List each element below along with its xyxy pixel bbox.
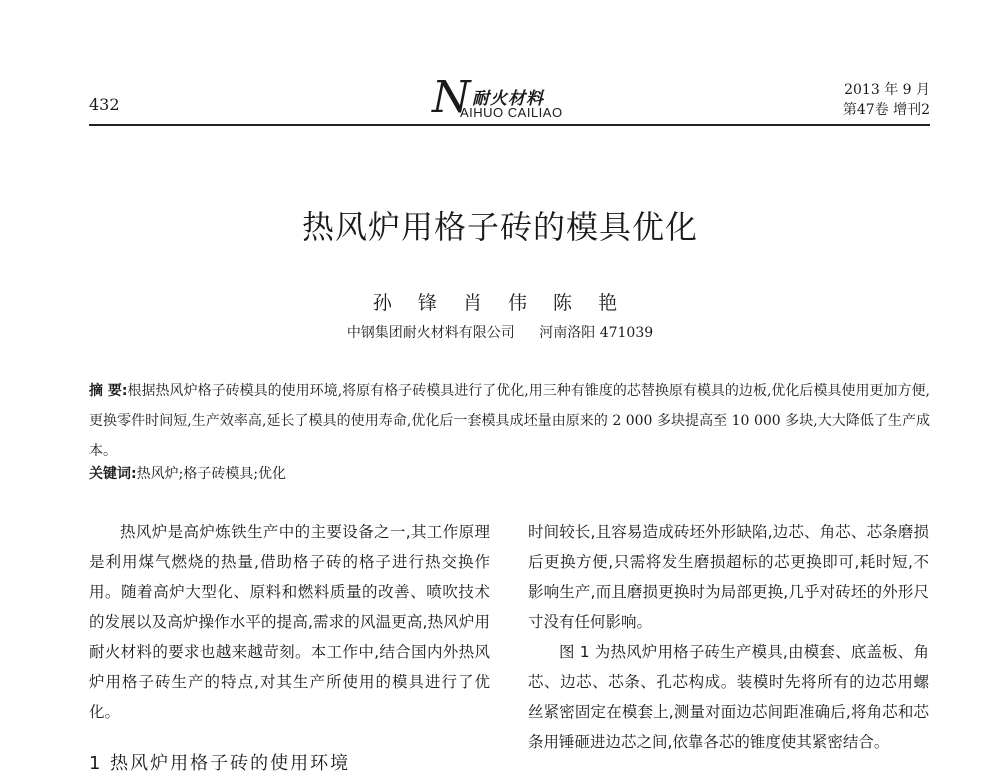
section-heading: 1 热风炉用格子砖的使用环境 xyxy=(89,753,351,774)
page-number: 432 xyxy=(89,95,120,114)
keywords xyxy=(89,463,930,485)
affiliation-org: 中钢集团耐火材料有限公司 xyxy=(346,325,515,341)
paragraph: 时间较长,且容易造成砖坯外形缺陷,边芯、角芯、芯条磨损后更换方便,只需将发生磨损超标的芯更换即可,耗时短,不影响生产,而且磨损更换时为局部更换,几乎对砖坯的外形尺寸没有任何影响。 xyxy=(528,523,929,631)
paragraph: 图 1 为热风炉用格子砖生产模具,由模套、底盖板、角芯、边芯、芯条、孔芯构成。装模时先将所有的边芯用螺丝紧密固定在模套上,测量对面边芯间距准确后,将角芯和芯条用锤砸进边芯之间,依靠各芯的锥度使其紧密结合。 xyxy=(528,643,929,751)
issue-info xyxy=(843,80,930,120)
journal-logo xyxy=(432,72,592,124)
abstract-label: 摘 要: xyxy=(89,383,128,399)
body-left-column xyxy=(89,517,490,727)
article-authors: 孙 锋 肖 伟 陈 艳 xyxy=(372,292,628,314)
header-rule xyxy=(89,124,930,126)
abstract xyxy=(89,376,930,466)
body-right-column xyxy=(528,517,929,757)
issue-volume: 第47卷 增刊2 xyxy=(842,102,930,118)
logo-mark: N xyxy=(432,72,471,123)
logo-chinese-title: 耐火材料 xyxy=(472,89,544,109)
author-affiliation xyxy=(0,322,1000,342)
logo-pinyin-title: AIHUO CAILIAO xyxy=(460,105,563,120)
abstract-text: 根据热风炉格子砖模具的使用环境,将原有格子砖模具进行了优化,用三种有锥度的芯替换原有模具的边板,优化后模具使用更加方便,更换零件时间短,生产效率高,延长了模具的使用寿命,优化后一套模具成坯量由原来的 2 000 多块提高至 10 000 多块,大大降低了生产成本。 xyxy=(89,383,930,459)
issue-date: 2013 年 9 月 xyxy=(844,82,930,98)
keywords-text: 热风炉;格子砖模具;优化 xyxy=(136,466,287,482)
keywords-label: 关键词: xyxy=(89,466,137,482)
paragraph: 热风炉是高炉炼铁生产中的主要设备之一,其工作原理是利用煤气燃烧的热量,借助格子砖的格子进行热交换作用。随着高炉大型化、原料和燃料质量的改善、喷吹技术的发展以及高炉操作水平的提高,需求的风温更高,热风炉用耐火材料的要求也越来越苛刻。本工作中,结合国内外热风炉用格子砖生产的特点,对其生产所使用的模具进行了优化。 xyxy=(89,523,490,721)
article-title: 热风炉用格子砖的模具优化 xyxy=(301,208,698,246)
affiliation-location: 河南洛阳 471039 xyxy=(539,325,654,341)
